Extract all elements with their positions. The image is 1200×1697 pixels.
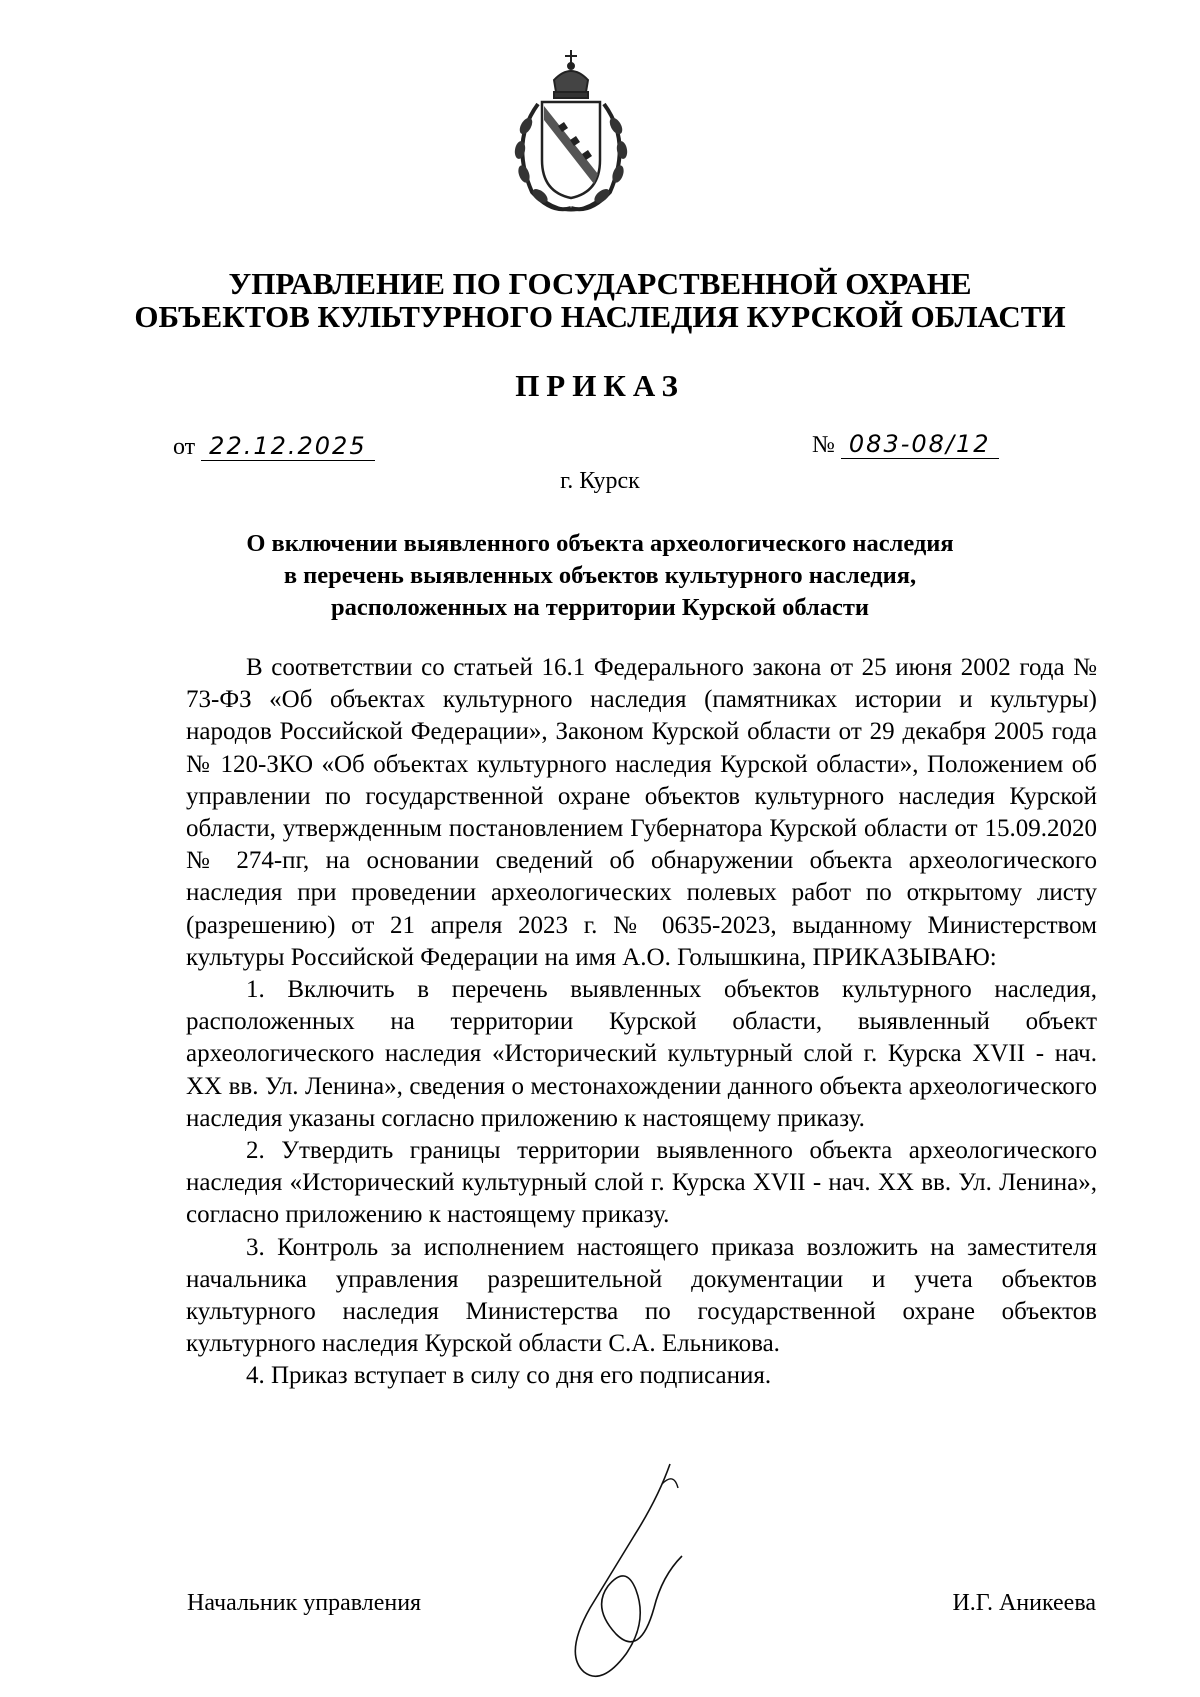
order-subject [0,528,1200,624]
date-value: 22.12.2025 [201,433,374,461]
signature-icon [550,1458,710,1684]
signatory-name: И.Г. Аникеева [952,1590,1096,1616]
coat-of-arms-icon [502,42,640,218]
order-item-2: 2. Утвердить границы территории выявленного объекта археологического наследия «Исторический культурный слой г. Курска XVII - нач. XX вв. Ул. Ленина», согласно приложению к настоящему приказу. [186,1137,1097,1229]
order-body [186,652,1097,1393]
subject-line3: расположенных на территории Курской области [330,594,870,621]
order-number [812,431,999,459]
order-item-1: 1. Включить в перечень выявленных объектов культурного наследия, расположенных на территории Курской области, выявленный объект археологического наследия «Исторический культурный слой г. Курска XVII - нач. XX вв. Ул. Ленина», сведения о местонахождении данного объекта археологического наследия указаны согласно приложению к настоящему приказу. [186,976,1097,1132]
subject-line1: О включении выявленного объекта археологического наследия [246,530,954,557]
order-item-3: 3. Контроль за исполнением настоящего приказа возложить на заместителя начальника управления разрешительной документации и учета объектов культурного наследия Министерства по государственной охране объектов культурного наследия Курской области С.А. Ельникова. [186,1233,1097,1358]
number-value: 083-08/12 [841,431,999,459]
number-prefix: № [812,432,835,458]
document-type: ПРИКАЗ [515,368,685,403]
authority-title-line2: ОБЪЕКТОВ КУЛЬТУРНОГО НАСЛЕДИЯ КУРСКОЙ ОБЛАСТИ [134,299,1066,334]
date-prefix: от [173,434,196,460]
order-item-4: 4. Приказ вступает в силу со дня его подписания. [246,1362,772,1390]
preamble-paragraph: В соответствии со статьей 16.1 Федерального закона от 25 июня 2002 года № 73-ФЗ «Об объектах культурного наследия (памятниках истории и культуры) народов Российской Федерации», Законом Курской области от 29 декабря 2005 года № 120-ЗКО «Об объектах культурного наследия Курской области», Положением об управлении по государственной охране объектов культурного наследия Курской области, утвержденным постановлением Губернатора Курской области от 15.09.2020 № 274-пг, на основании сведений об обнаружении объекта археологического наследия при проведении археологических полевых работ по открытому листу (разрешению) от 21 апреля 2023 г. № 0635-2023, выданному Министерством культуры Российской Федерации на имя А.О. Голышкина, ПРИКАЗЫВАЮ: [186,654,1097,971]
signatory-title: Начальник управления [187,1590,422,1616]
subject-line2: в перечень выявленных объектов культурного наследия, [283,562,917,589]
city: г. Курск [560,468,640,494]
authority-title-line1: УПРАВЛЕНИЕ ПО ГОСУДАРСТВЕННОЙ ОХРАНЕ [228,266,972,301]
order-date [173,433,375,461]
